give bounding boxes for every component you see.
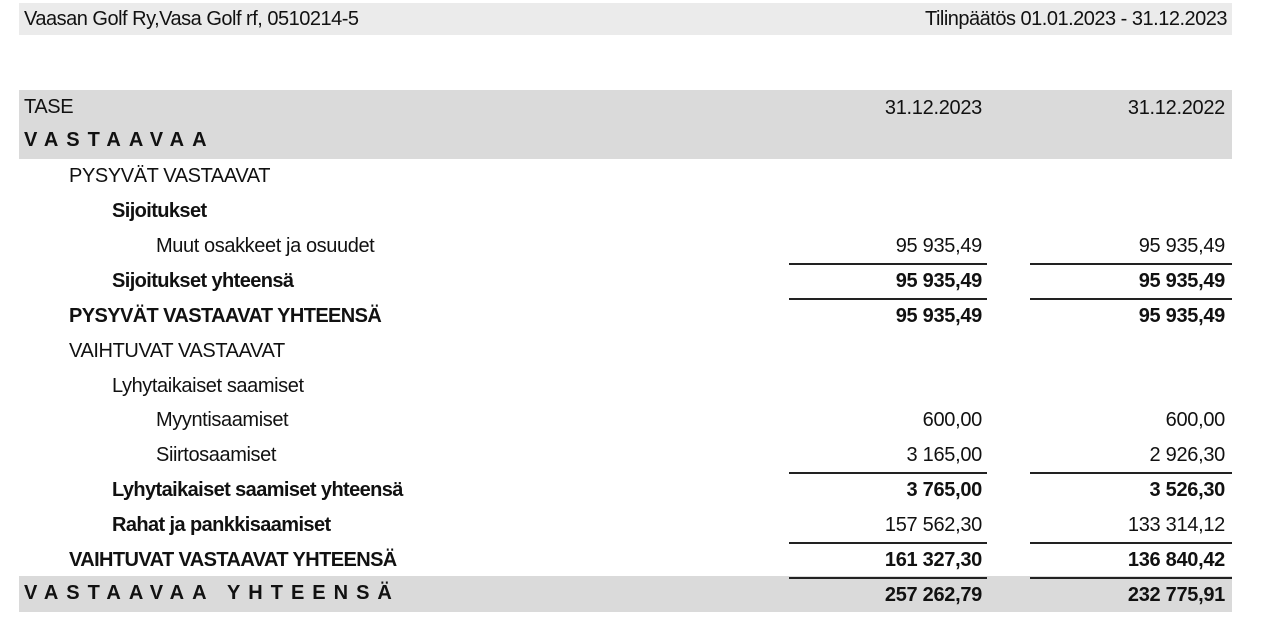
- table-row-pysyvat: [19, 159, 1232, 194]
- row-label: Muut osakkeet ja osuudet: [156, 235, 375, 257]
- table-row-sijoitukset-yhteensa: [19, 264, 1232, 299]
- table-row-sijoitukset: [19, 194, 1232, 229]
- table-row-lyhytaikaiset: [19, 369, 1232, 404]
- total-rule: [789, 577, 987, 579]
- row-label: Rahat ja pankkisaamiset: [112, 514, 331, 536]
- section-row-vastaavaa: [19, 123, 1232, 159]
- company-name: Vaasan Golf Ry,Vasa Golf rf, 0510214-5: [24, 8, 359, 30]
- value-2023: 95 935,49: [895, 235, 982, 257]
- value-2022: 95 935,49: [1138, 305, 1225, 327]
- table-header-row: [19, 90, 1232, 123]
- table-row-pysyvat-yhteensa: [19, 299, 1232, 334]
- value-2023: 3 165,00: [906, 444, 982, 466]
- value-2022: 133 314,12: [1127, 514, 1225, 536]
- total-rule: [1030, 577, 1232, 579]
- table-row-vaihtuvat: [19, 334, 1232, 369]
- row-label: PYSYVÄT VASTAAVAT YHTEENSÄ: [69, 305, 382, 327]
- value-2022: 232 775,91: [1127, 584, 1225, 606]
- report-header: [19, 3, 1232, 35]
- row-label: Siirtosaamiset: [156, 444, 276, 466]
- value-2023: 161 327,30: [884, 549, 982, 571]
- row-label: VAIHTUVAT VASTAAVAT YHTEENSÄ: [69, 549, 397, 571]
- value-2023: 95 935,49: [895, 270, 982, 292]
- row-label: Lyhytaikaiset saamiset: [112, 375, 304, 397]
- value-2022: 95 935,49: [1138, 270, 1225, 292]
- table-row-lyhytaikaiset-yhteensa: [19, 473, 1232, 508]
- table-row-rahat: [19, 508, 1232, 543]
- row-label: VASTAAVAA YHTEENSÄ: [24, 582, 400, 604]
- row-label: VAIHTUVAT VASTAAVAT: [69, 340, 285, 362]
- value-2023: 600,00: [922, 409, 982, 431]
- column-header-2022: 31.12.2022: [1127, 97, 1225, 119]
- value-2023: 95 935,49: [895, 305, 982, 327]
- table-title: TASE: [24, 96, 74, 118]
- table-row-vastaavaa-yhteensa: [19, 576, 1232, 612]
- table-row-muut-osakkeet: [19, 229, 1232, 264]
- value-2023: 3 765,00: [906, 479, 982, 501]
- value-2022: 3 526,30: [1149, 479, 1225, 501]
- row-label: Myyntisaamiset: [156, 409, 289, 431]
- report-period: Tilinpäätös 01.01.2023 - 31.12.2023: [924, 8, 1227, 30]
- value-2022: 95 935,49: [1138, 235, 1225, 257]
- value-2023: 157 562,30: [884, 514, 982, 536]
- table-row-siirtosaamiset: [19, 438, 1232, 473]
- row-label: Lyhytaikaiset saamiset yhteensä: [112, 479, 403, 501]
- row-label: Sijoitukset yhteensä: [112, 270, 294, 292]
- table-row-myyntisaamiset: [19, 403, 1232, 438]
- row-label: PYSYVÄT VASTAAVAT: [69, 165, 271, 187]
- column-header-2023: 31.12.2023: [884, 97, 982, 119]
- value-2023: 257 262,79: [884, 584, 982, 606]
- row-label: Sijoitukset: [112, 200, 207, 222]
- value-2022: 600,00: [1165, 409, 1225, 431]
- value-2022: 2 926,30: [1149, 444, 1225, 466]
- value-2022: 136 840,42: [1127, 549, 1225, 571]
- table-row-vaihtuvat-yhteensa: [19, 543, 1232, 578]
- row-label: VASTAAVAA: [24, 129, 215, 151]
